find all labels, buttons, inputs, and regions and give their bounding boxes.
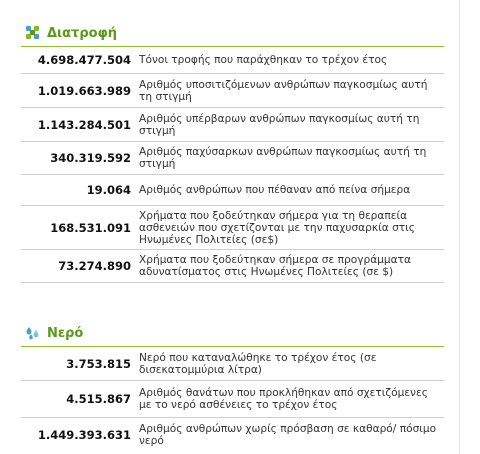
table-row (21, 175, 444, 206)
stat-value: 168.531.091 (50, 220, 131, 235)
stat-value: 4.698.477.504 (37, 53, 131, 67)
stats-panel (21, 14, 444, 454)
stat-value: 340.319.592 (50, 151, 131, 165)
stat-value: 3.753.815 (66, 356, 131, 371)
stat-value: 1.449.393.631 (37, 428, 131, 442)
grid-leaf-icon (25, 25, 41, 41)
stat-label: Αριθμός υποσιτιζόμενων ανθρώπων παγκοσμίως αυτή τη στιγμή (139, 78, 428, 103)
stat-label: Αριθμός θανάτων που προκλήθηκαν από σχετιζόμενες με το νερό ασθένειες το τρέχον έτος (139, 387, 428, 411)
stat-label: Τόνοι τροφής που παράχθηκαν το τρέχον έτος (139, 54, 388, 66)
right-divider (459, 0, 460, 454)
table-row (21, 108, 444, 142)
stat-label: Αριθμός ανθρώπων που πέθαναν από πείνα σήμερα (139, 184, 411, 196)
table-row (21, 74, 444, 108)
table-row (21, 142, 444, 175)
stat-label: Νερό που καταναλώθηκε το τρέχον έτος (σε δισεκατομμύρια λίτρα) (139, 351, 377, 376)
water-drops-icon (25, 325, 41, 341)
stat-label: Χρήματα που ξοδεύτηκαν σήμερα για τη θεραπεία ασθενειών που σχετίζονται με την παχυσαρκία στις Ηνωμένες Πολιτείες (σε$) (139, 209, 415, 246)
water-section (21, 320, 444, 452)
table-row (21, 47, 444, 74)
nutrition-title: Διατροφή (47, 25, 118, 41)
nutrition-header (21, 20, 444, 47)
stat-label: Αριθμός παχύσαρκων ανθρώπων παγκοσμίως αυτή τη στιγμή (139, 146, 427, 170)
stat-label: Αριθμός υπέρβαρων ανθρώπων παγκοσμίως αυτή τη στιγμή (139, 112, 420, 137)
water-title: Νερό (47, 325, 84, 341)
stat-value: 1.019.663.989 (37, 83, 131, 98)
table-row (21, 206, 444, 250)
stat-value: 4.515.867 (66, 392, 131, 406)
nutrition-section (21, 20, 444, 283)
stat-value: 1.143.284.501 (37, 117, 131, 132)
stat-label: Χρήματα που ξοδεύτηκαν σήμερα σε προγράμματα αδυνατίσματος στις Ηνωμένες Πολιτείες (σε $) (139, 254, 411, 278)
table-row (21, 347, 444, 381)
stat-label: Αριθμός ανθρώπων χωρίς πρόσβαση σε καθαρό/ πόσιμο νερό (139, 423, 437, 447)
table-row (21, 381, 444, 418)
table-row (21, 250, 444, 283)
stat-value: 19.064 (86, 183, 131, 197)
water-header (21, 320, 444, 347)
table-row (21, 418, 444, 452)
stat-value: 73.274.890 (58, 259, 131, 273)
